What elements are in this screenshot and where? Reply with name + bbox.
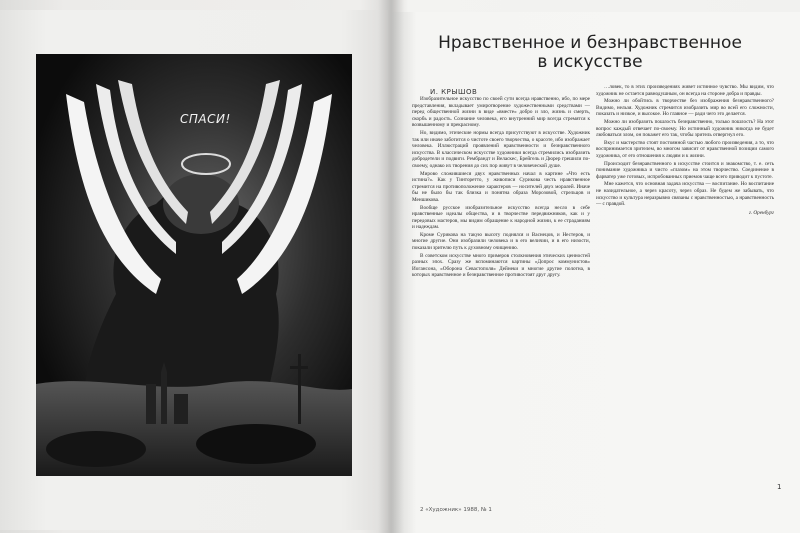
paragraph: …ловек, то в этих произведениях живет истинное чувство. Мы видим, что художник не остается равнодушным, он всегда на стороне добра и правды. <box>596 84 774 97</box>
text-column-1 <box>412 96 590 506</box>
paragraph: Но, видимо, этические нормы всегда присутствуют в искусстве. Художник так или иначе заботится о чистоте своего творчества, о красоте, ибо изображает человека. Иллюстраций проявлений нравственности и безнравственного искусства. В классическом искусстве художники всегда стремились изобразить добродетели и подвиги. Рембрандт и Веласкес, Брейгель и Дюрер грешили по-своему, однако их творения до сих пор живут в человеческой душе. <box>412 129 590 169</box>
paragraph: Кроме Сурикова на такую высоту поднялся и Васнецов, и Нестеров, и многие другие. Они изобразили человека и в его величии, и в его низости, показали зрителю путь к духовному очищению. <box>412 231 590 252</box>
page-footer: 2 «Художник» 1988, № 1 <box>420 507 492 513</box>
paragraph: Мирово сложившиеся двух нравственных начал в картине «Что есть истина?». Как у Тинторетто, у живописи Сурикова честь нравственное стремится на противоположение характеров — носителей двух моралей. Иначе бы не было бы так близка и понятна образа Морозовой, стрельцов и Меншикова. <box>412 170 590 203</box>
article-title-line2: в искусстве <box>537 52 643 72</box>
text-column-2 <box>596 84 774 506</box>
artwork-caption: СПАСИ! <box>180 112 231 126</box>
article-author: И. КРЫШОВ <box>430 88 478 96</box>
paragraph: Можно ли обойтись в творчестве без изображения безнравственного? Видимо, нельзя. Художник стремится изобразить мир во всей его сложности, показать и низкое, и высокое. Но главное — ради чего это делается. <box>596 98 774 118</box>
paragraph: Вкус и мастерство стоят постоянной частью любого произведения, а то, что воспринимается зрителем, во многом зависит от нравственной позиции самого художника, от его отношения к людям и к жизни. <box>596 139 774 159</box>
article-place: г. Оренбург <box>748 209 774 216</box>
paragraph: В советском искусстве много примеров столкновения этических ценностей разных эпох. Сразу же вспоминаются картины «Допрос коммунистов» Иогансона, «Оборона Севастополя» Дейнеки и многие другие полотна, в которых нравственное и безнравственное противостоят друг другу. <box>412 252 590 279</box>
page-number: 1 <box>777 483 782 491</box>
page-gutter <box>378 0 404 533</box>
article-title <box>420 34 760 72</box>
paragraph: Вообще русское изобразительное искусство всегда несло в себе нравственные идеалы общества, и в творчестве передвижников, как и у передовых мастеров, мы видим обращение к народной жизни, к ее страданиям и надеждам. <box>412 204 590 231</box>
paragraph: Можно ли изобразить пошлость безнравственно, только пошлость? На этот вопрос каждый отвечает по-своему. Но истинный художник никогда не будет любоваться злом, он покажет его так, чтобы зритель отвергнул его. <box>596 118 774 139</box>
paragraph: Изобразительное искусство по своей сути всегда нравственно, ибо, по мере представления, вкладывает умиротворение художественными средствами — перед общественной жизни в виде «вместе» добро и зло, жизнь и смерть, скорбь и радость. Сознание человека, его внутренний мир всегда стремятся к возвышенному и прекрасному. <box>412 96 590 129</box>
artwork-photo <box>36 54 352 476</box>
article-title-line1: Нравственное и безнравственное <box>438 33 742 53</box>
paragraph: Мне кажется, что основная задача искусства — воспитание. Но воспитание не назидательное, а через красоту, через образ. Не будем же забывать, что искусство и культура неразрывно связаны с нравственностью, а нравственность — с правдой. <box>596 181 774 208</box>
paragraph: Происходит безнравственного в искусстве стоится и знакомство, т. е. сеть понимание художника и чисто «глазом» на этом творчество. Соединение в фарватер уже готовых, испробованных приемов чаще всего приводит к пустоте. <box>596 160 774 180</box>
